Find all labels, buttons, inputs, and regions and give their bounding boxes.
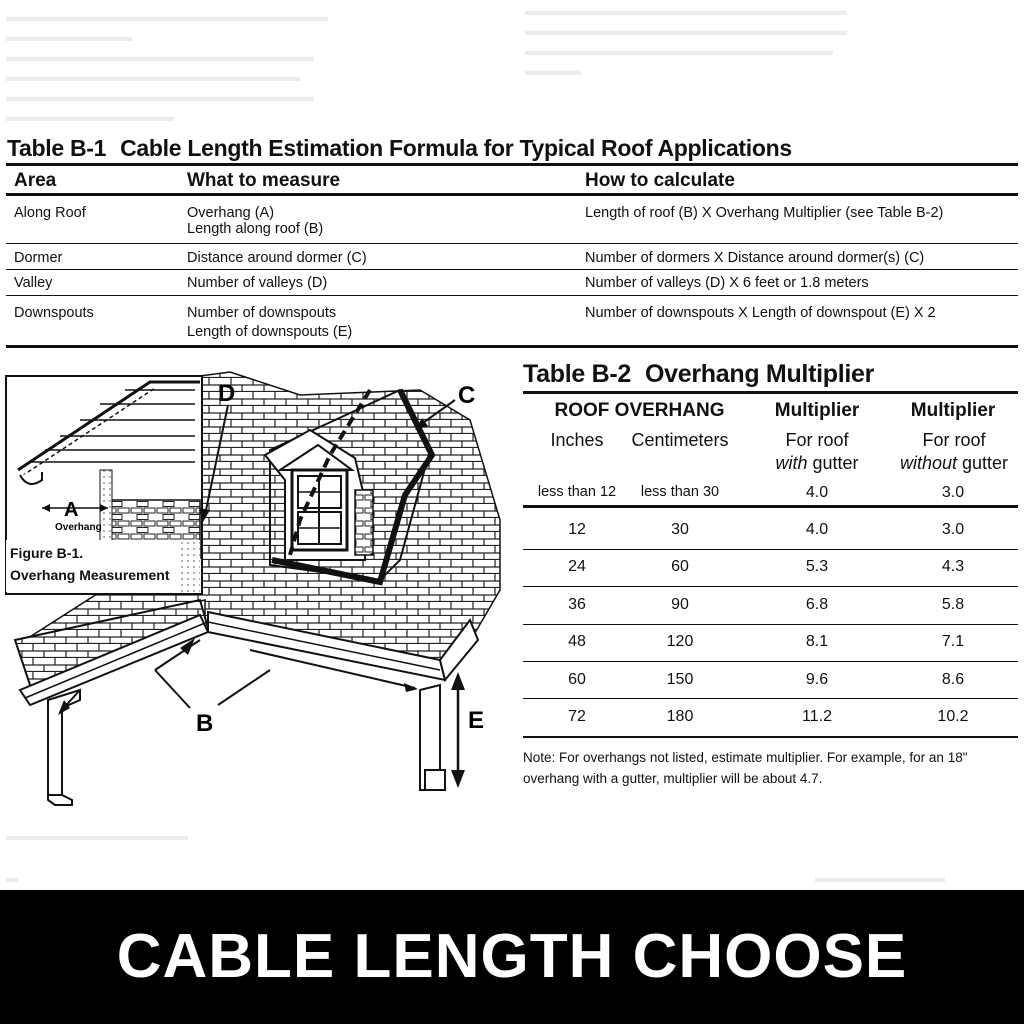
table-b2-bottom-rule bbox=[523, 736, 1018, 738]
faded-text-left: ▬▬▬▬▬▬▬▬▬▬▬▬▬▬▬▬▬▬▬▬▬▬▬ ▬▬▬▬▬▬▬▬▬ ▬▬▬▬▬▬▬▬▬▬▬▬▬▬▬▬▬▬▬▬▬▬ ▬▬▬▬▬▬▬▬▬▬▬▬▬▬▬▬▬▬▬▬▬ ▬▬▬▬▬▬▬▬▬▬▬▬▬▬▬▬▬▬▬▬▬▬ ▬▬▬▬▬▬▬▬▬▬▬▬ bbox=[6, 8, 328, 124]
table-b2-row5-inches: 60 bbox=[568, 671, 586, 688]
table-b2-row0-inches: less than 12 bbox=[537, 484, 617, 500]
table-b2-header-rule bbox=[523, 505, 1018, 508]
table-b1-row1-measure-1: Overhang (A) bbox=[187, 205, 275, 221]
table-b2-row1-with: 4.0 bbox=[805, 521, 829, 538]
table-b2-row0-without: 3.0 bbox=[941, 484, 965, 501]
table-b2-row-divider bbox=[523, 661, 1018, 662]
table-b2-row3-without: 5.8 bbox=[941, 596, 965, 613]
table-b1-row3-calc: Number of valleys (D) X 6 feet or 1.8 meters bbox=[585, 275, 869, 291]
table-b1-row1-area: Along Roof bbox=[14, 205, 86, 221]
table-b1-bottom-rule bbox=[6, 345, 1018, 348]
table-b1-header-area: Area bbox=[14, 170, 57, 191]
table-b2-row0-with: 4.0 bbox=[805, 484, 829, 501]
table-b1-title: Table B-1 Cable Length Estimation Formula for Typical Roof Applications bbox=[7, 135, 792, 161]
table-b2-row5-cm: 150 bbox=[666, 671, 694, 688]
table-b1-header-rule bbox=[6, 193, 1018, 196]
table-b1-row4-calc: Number of downspouts X Length of downspout (E) X 2 bbox=[585, 305, 936, 321]
table-b1-row-divider bbox=[6, 243, 1018, 244]
table-b2-row6-with: 11.2 bbox=[802, 708, 832, 725]
table-b2-row2-inches: 24 bbox=[568, 558, 586, 575]
table-b2-row-divider bbox=[523, 586, 1018, 587]
label-d: D bbox=[218, 380, 236, 407]
table-b2-row1-without: 3.0 bbox=[941, 521, 965, 538]
table-b2-row4-inches: 48 bbox=[568, 633, 586, 650]
table-b1-row3-measure: Number of valleys (D) bbox=[187, 275, 328, 291]
table-b2-row5-with: 9.6 bbox=[805, 671, 829, 688]
table-b2-note: Note: For overhangs not listed, estimate multiplier. For example, for an 18" overhang with a gutter, multiplier will be about 4.7. bbox=[523, 750, 968, 786]
table-b2-row1-cm: 30 bbox=[671, 521, 689, 538]
table-b2-row-divider bbox=[523, 549, 1018, 550]
table-b2-row6-without: 10.2 bbox=[937, 708, 969, 725]
table-b2-row2-without: 4.3 bbox=[941, 558, 965, 575]
banner-title: CABLE LENGTH CHOOSE bbox=[116, 922, 908, 991]
table-b2-row3-inches: 36 bbox=[568, 596, 586, 613]
label-c: C bbox=[458, 382, 476, 409]
table-b2-header-mult-without: Multiplier bbox=[910, 400, 996, 421]
table-b2-sub-inches: Inches bbox=[550, 430, 604, 450]
table-b1-row2-area: Dormer bbox=[14, 250, 63, 266]
label-b: B bbox=[196, 710, 214, 737]
table-b2-row4-cm: 120 bbox=[666, 633, 694, 650]
label-a: A bbox=[64, 499, 79, 521]
table-b2-sub-with: For roof with gutter bbox=[775, 430, 859, 473]
table-b1-row4-measure-2: Length of downspouts (E) bbox=[187, 324, 353, 340]
faded-footer: ▬▬▬▬▬▬▬▬▬▬ bbox=[815, 870, 945, 885]
faded-page-number: ▬ bbox=[6, 870, 19, 885]
faded-text-right: ▬▬▬▬▬▬▬▬▬▬▬▬▬▬▬▬▬▬▬▬▬▬▬ ▬▬▬▬▬▬▬▬▬▬▬▬▬▬▬▬▬▬▬▬▬▬▬ ▬▬▬▬▬▬▬▬▬▬▬▬▬▬▬▬▬▬▬▬▬▬ ▬▬▬▬ bbox=[525, 2, 847, 78]
table-b2-row0-cm: less than 30 bbox=[640, 484, 720, 500]
table-b2-row3-cm: 90 bbox=[671, 596, 689, 613]
table-b2-row6-cm: 180 bbox=[666, 708, 694, 725]
table-b2-header-mult-with: Multiplier bbox=[774, 400, 860, 421]
table-b2-title: Table B-2 Overhang Multiplier bbox=[523, 360, 875, 388]
figure-b1-caption bbox=[10, 542, 170, 586]
bottom-banner bbox=[0, 890, 1024, 1024]
roof-illustration bbox=[0, 360, 520, 820]
table-b2-top-rule bbox=[523, 391, 1018, 394]
table-b2-row4-without: 7.1 bbox=[941, 633, 965, 650]
table-b2-row-divider bbox=[523, 698, 1018, 699]
figure-b1-caption-line2: Overhang Measurement bbox=[10, 567, 170, 583]
table-b2-row4-with: 8.1 bbox=[805, 633, 829, 650]
table-b1-top-rule bbox=[6, 163, 1018, 166]
faded-figure-caption: ▬▬▬▬▬▬▬▬▬▬▬▬▬▬ bbox=[6, 828, 188, 843]
table-b1-row1-measure-2: Length along roof (B) bbox=[187, 221, 324, 237]
table-b1-row1-calc: Length of roof (B) X Overhang Multiplier (see Table B-2) bbox=[585, 205, 944, 221]
table-b2-row-divider bbox=[523, 624, 1018, 625]
table-b2-sub-without: For roof without gutter bbox=[899, 430, 1009, 473]
table-b2-row6-inches: 72 bbox=[568, 708, 586, 725]
table-b2-row5-without: 8.6 bbox=[941, 671, 965, 688]
table-b2-row3-with: 6.8 bbox=[805, 596, 829, 613]
table-b2-sub-cm: Centimeters bbox=[631, 430, 729, 450]
table-b1-row-divider bbox=[6, 295, 1018, 296]
figure-b1-caption-line1: Figure B-1. bbox=[10, 545, 84, 561]
table-b1-header-measure: What to measure bbox=[187, 170, 341, 191]
label-overhang: Overhang bbox=[55, 522, 102, 533]
table-b1-row4-area: Downspouts bbox=[14, 305, 94, 321]
table-b2-row2-cm: 60 bbox=[671, 558, 689, 575]
label-e: E bbox=[468, 707, 485, 734]
table-b2-header-overhang: ROOF OVERHANG bbox=[554, 400, 725, 421]
table-b1-row-divider bbox=[6, 269, 1018, 270]
table-b1-row4-measure-1: Number of downspouts bbox=[187, 305, 337, 321]
table-b1-header-calc: How to calculate bbox=[585, 170, 735, 191]
table-b2-row2-with: 5.3 bbox=[805, 558, 829, 575]
table-b1-row3-area: Valley bbox=[14, 275, 53, 291]
table-b1-row2-measure: Distance around dormer (C) bbox=[187, 250, 367, 266]
table-b2-row1-inches: 12 bbox=[568, 521, 586, 538]
table-b1-row2-calc: Number of dormers X Distance around dormer(s) (C) bbox=[585, 250, 925, 266]
